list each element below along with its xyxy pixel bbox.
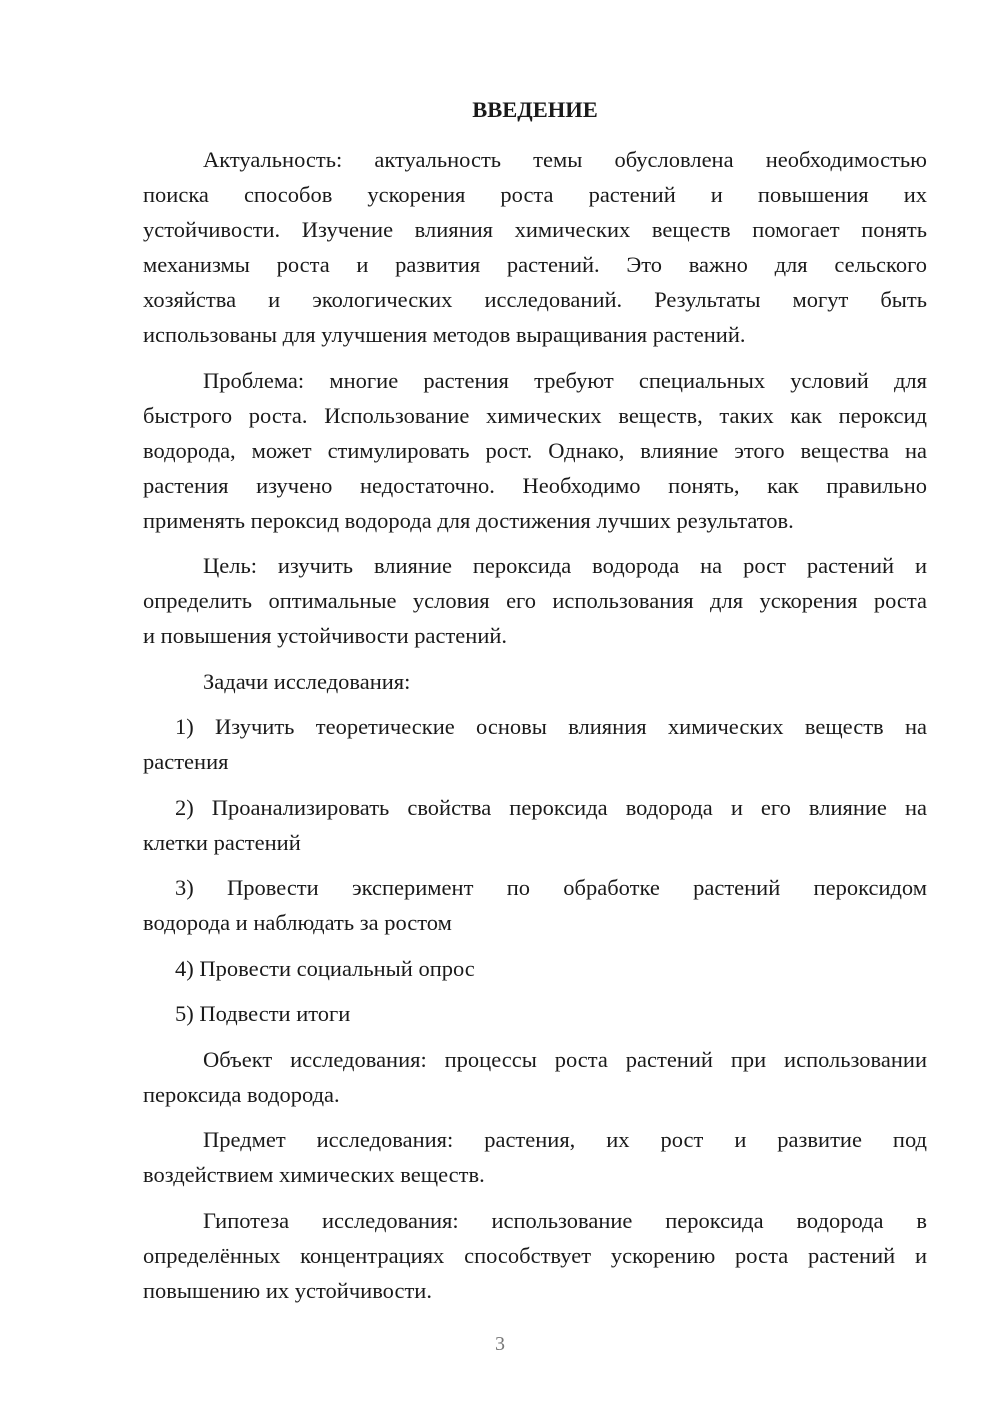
paragraph [143, 548, 927, 653]
text-line: 2) Проанализировать свойства пероксида водорода и его влияние на [175, 794, 927, 820]
text-line: водорода и наблюдать за ростом [143, 910, 452, 935]
document-page [143, 92, 927, 1308]
text-line: растения изучено недостаточно. Необходимо понять, как правильно [143, 472, 927, 498]
task-list-item [143, 709, 927, 779]
task-list-item [143, 790, 927, 860]
text-line: Предмет исследования: растения, их рост и развитие под [203, 1127, 927, 1152]
text-line: Объект исследования: процессы роста растений при использовании [203, 1046, 927, 1072]
text-line: клетки растений [143, 829, 301, 855]
paragraph [143, 1042, 927, 1112]
text-line: Актуальность: актуальность темы обусловлена необходимостью [203, 147, 927, 172]
text-line: 5) Подвести итоги [175, 1001, 351, 1026]
text-line: воздействием химических веществ. [143, 1162, 485, 1187]
paragraph [143, 1203, 927, 1308]
text-line: повышению их устойчивости. [143, 1277, 432, 1303]
text-line: определить оптимальные условия его использования для ускорения роста [143, 588, 927, 613]
document-body [143, 142, 927, 1308]
paragraph [143, 142, 927, 352]
page-title: ВВЕДЕНИЕ [472, 97, 598, 122]
text-line: хозяйства и экологических исследований. Результаты могут быть [143, 287, 927, 312]
task-list-item [143, 951, 927, 986]
page-number: 3 [495, 1333, 505, 1355]
text-line: 3) Провести эксперимент по обработке растений пероксидом [175, 875, 927, 900]
text-line: 4) Провести социальный опрос [175, 955, 475, 981]
text-line: Цель: изучить влияние пероксида водорода на рост растений и [203, 553, 927, 578]
text-line: и повышения устойчивости растений. [143, 623, 508, 648]
text-line: водорода, может стимулировать рост. Однако, влияние этого вещества на [143, 437, 927, 463]
text-line: использованы для улучшения методов выращивания растений. [143, 322, 746, 347]
text-line: растения [143, 749, 229, 774]
text-line: применять пероксид водорода для достижения лучших результатов. [143, 507, 794, 533]
paragraph [143, 363, 927, 538]
paragraph [143, 1122, 927, 1192]
text-line: быстрого роста. Использование химических веществ, таких как пероксид [143, 402, 927, 428]
task-list-item [143, 996, 927, 1031]
text-line: устойчивости. Изучение влияния химических веществ помогает понять [143, 217, 927, 242]
text-line: Проблема: многие растения требуют специальных условий для [203, 367, 927, 393]
text-line: определённых концентрациях способствует ускорению роста растений и [143, 1242, 927, 1268]
text-line: Задачи исследования: [203, 668, 411, 694]
text-line: 1) Изучить теоретические основы влияния химических веществ на [175, 714, 927, 739]
paragraph [143, 664, 927, 699]
text-line: механизмы роста и развития растений. Это важно для сельского [143, 252, 927, 277]
task-list-item [143, 870, 927, 940]
text-line: пероксида водорода. [143, 1081, 340, 1107]
text-line: поиска способов ускорения роста растений и повышения их [143, 182, 927, 207]
text-line: Гипотеза исследования: использование пероксида водорода в [203, 1207, 927, 1233]
